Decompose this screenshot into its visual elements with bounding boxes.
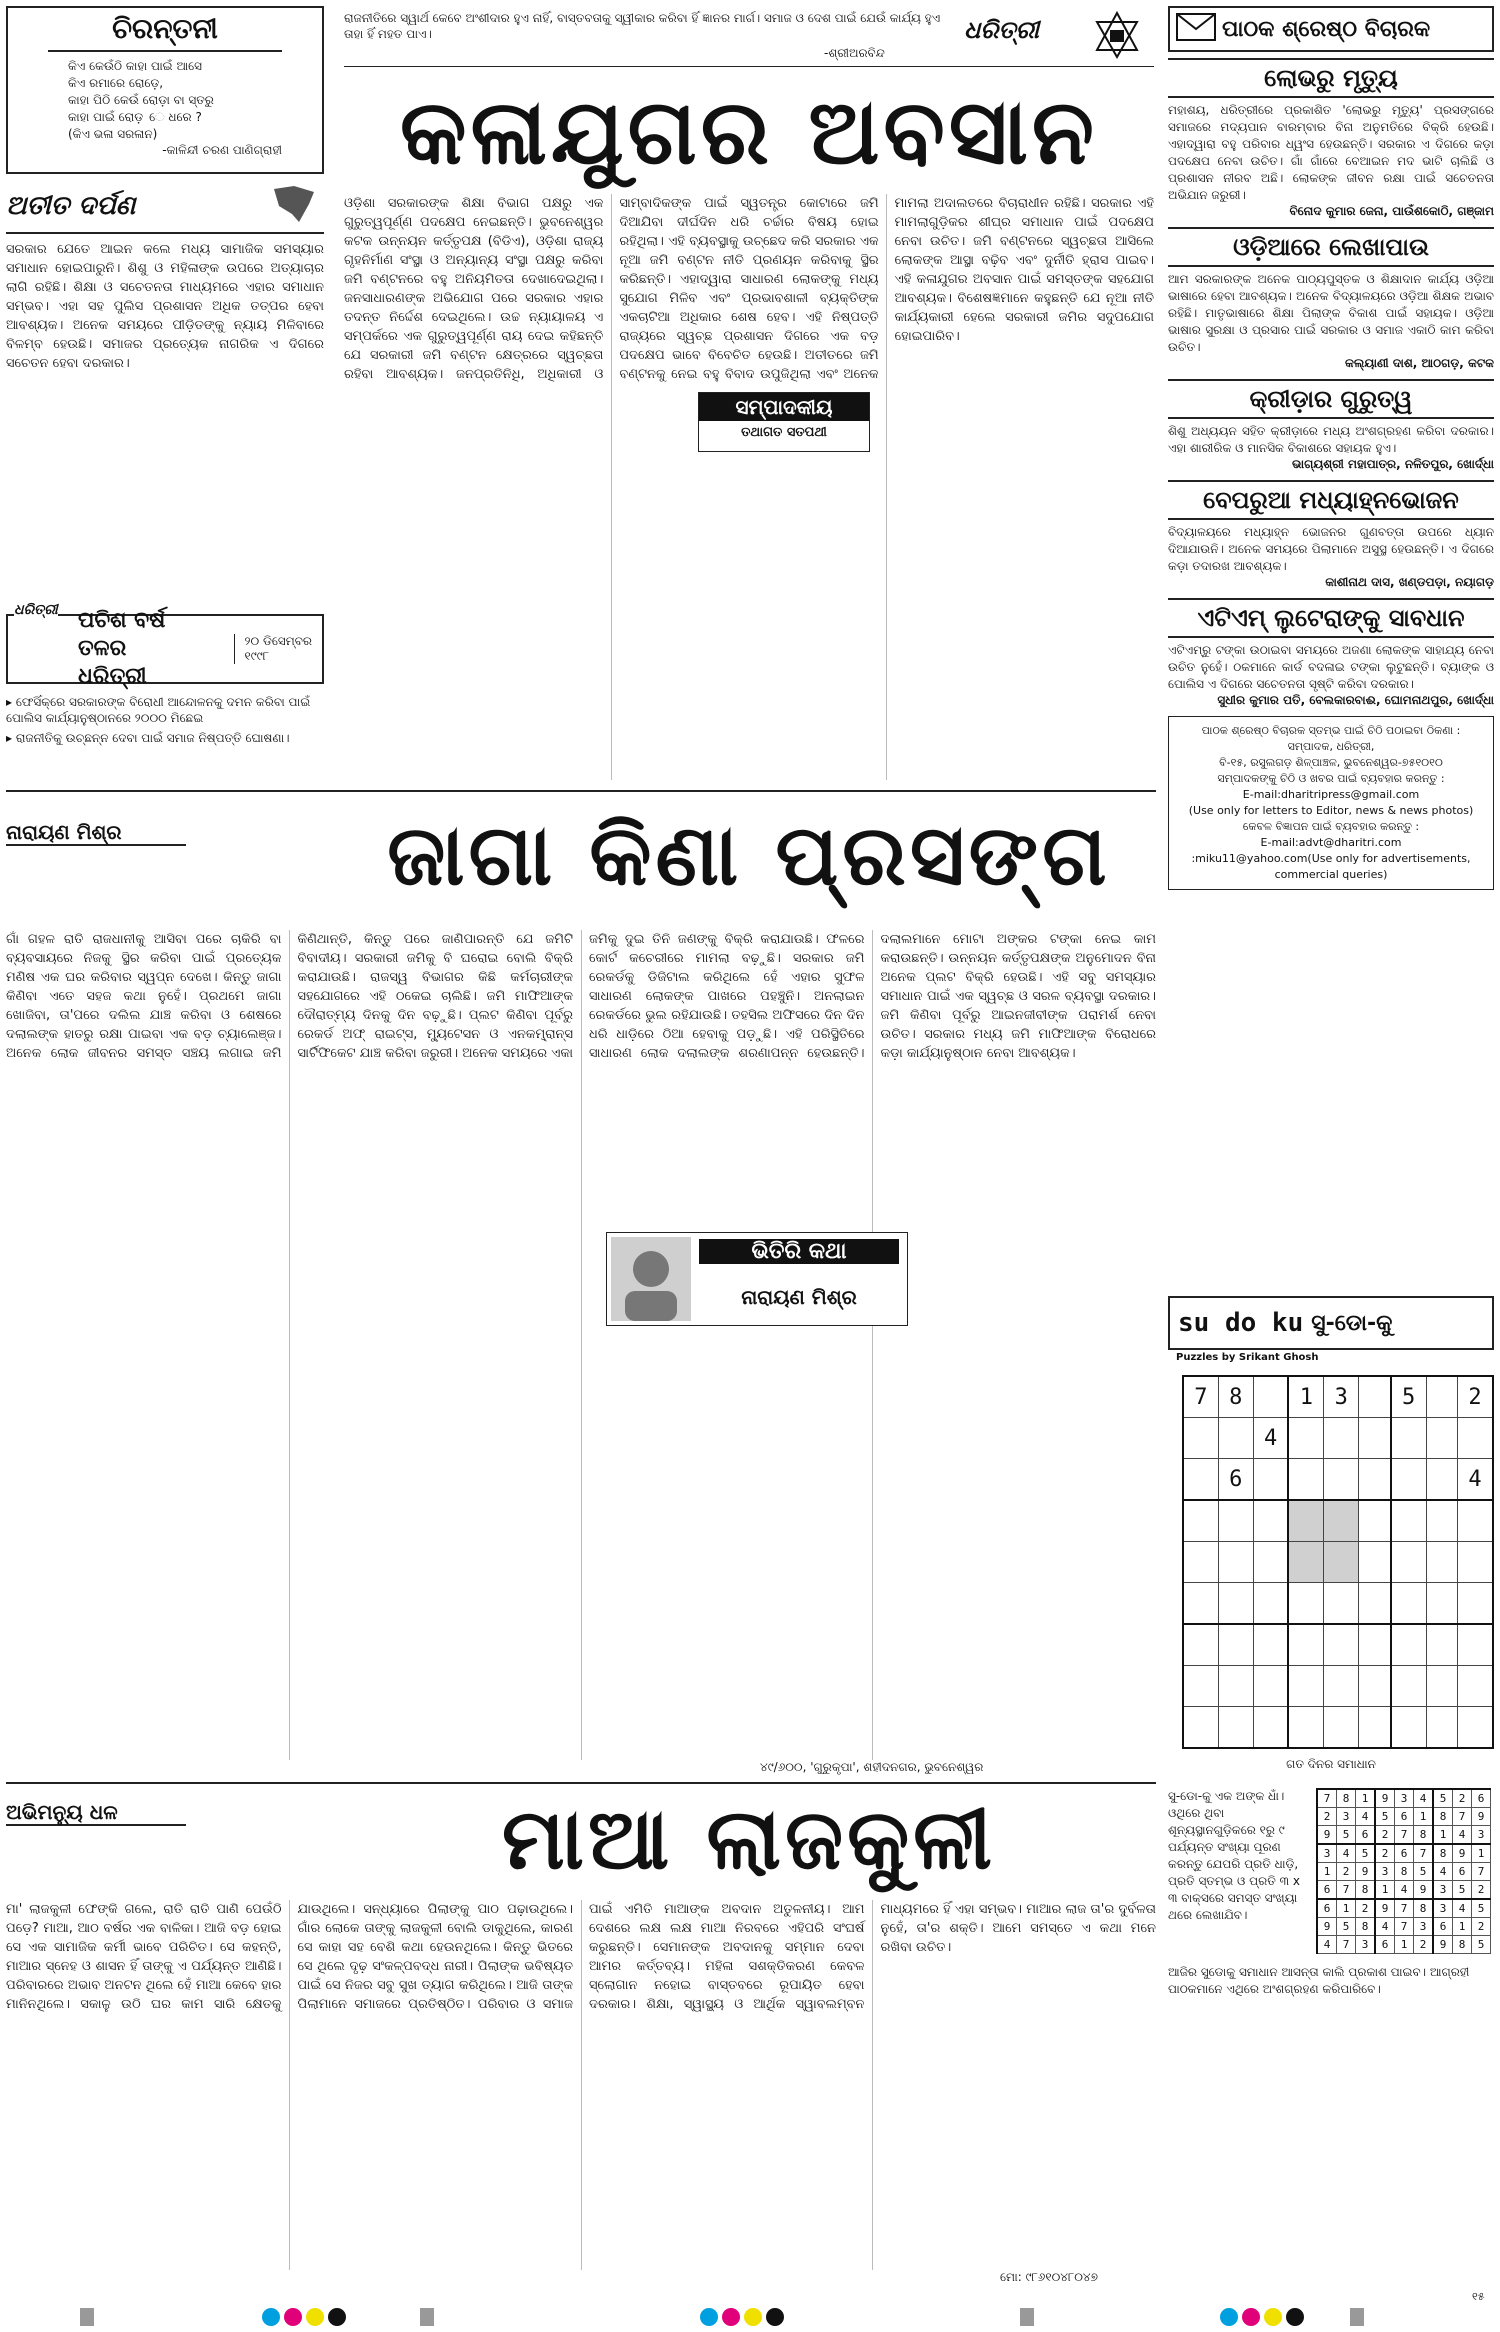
solution-cell: 8 xyxy=(1395,1863,1414,1881)
dharitri-small-logo: ଧରିତ୍ରୀ xyxy=(14,602,58,618)
sudoku-cell[interactable] xyxy=(1359,1707,1391,1749)
letter-title: ଓଡ଼ିଆରେ ଲେଖାପାଉ xyxy=(1168,227,1494,267)
envelope-icon xyxy=(1170,13,1222,45)
bhitiri-katha-box xyxy=(606,1232,908,1326)
sudoku-cell[interactable]: 8 xyxy=(1218,1376,1253,1418)
solution-cell: 3 xyxy=(1433,1899,1453,1918)
solution-cell: 9 xyxy=(1414,1881,1434,1900)
sudoku-cell[interactable] xyxy=(1218,1666,1253,1707)
solution-cell: 7 xyxy=(1395,1826,1414,1845)
letters-header: ପାଠକ ଶ୍ରେଷ୍ଠ ବିଚାରକ xyxy=(1168,6,1494,52)
solution-cell: 3 xyxy=(1375,1863,1395,1881)
solution-cell: 7 xyxy=(1395,1918,1414,1936)
solution-cell: 6 xyxy=(1395,1808,1414,1826)
solution-cell: 2 xyxy=(1375,1844,1395,1863)
sudoku-cell[interactable] xyxy=(1359,1542,1391,1583)
sudoku-cell[interactable] xyxy=(1359,1376,1391,1418)
solution-cell: 7 xyxy=(1337,1936,1356,1954)
sudoku-cell[interactable] xyxy=(1183,1583,1218,1625)
sudoku-cell[interactable] xyxy=(1426,1459,1458,1501)
sudoku-cell[interactable] xyxy=(1288,1500,1323,1542)
sudoku-cell[interactable]: 4 xyxy=(1458,1459,1493,1501)
solution-cell: 9 xyxy=(1375,1899,1395,1918)
author-photo xyxy=(611,1237,691,1321)
solution-cell: 4 xyxy=(1453,1826,1472,1845)
sudoku-cell[interactable] xyxy=(1288,1666,1323,1707)
solution-cell: 8 xyxy=(1433,1808,1453,1826)
sudoku-cell[interactable]: 7 xyxy=(1183,1376,1218,1418)
maaya-title: ମାଆ ଲାଜକୁଳୀ xyxy=(501,1790,997,1888)
solution-cell: 5 xyxy=(1337,1918,1356,1936)
column-title: ଭିତିରି କଥା xyxy=(699,1239,899,1264)
letter-body: ଏଟିଏମ୍ରୁ ଟଙ୍କା ଉଠାଇବା ସମୟରେ ଅଜଣା ଲୋକଙ୍କ ସାହାଯ୍ୟ ନେବା ଉଚିତ ନୁହେଁ। ଠକମାନେ କାର୍ଡ ବଦଳାଇ ଟଙ୍କା ଲୁଟୁଛନ୍ତି। ବ୍ୟାଙ୍କ ଓ ପୋଲିସ ଏ ଦିଗରେ ସଚେତନତା ସୃଷ୍ଟି କରିବା ଦରକାର। xyxy=(1168,643,1494,691)
ateeta-bullets xyxy=(6,694,324,746)
letter-title: ଲୋଭରୁ ମୃତ୍ୟୁ xyxy=(1168,58,1494,98)
solution-cell: 9 xyxy=(1433,1936,1453,1954)
edit-main-body: ଓଡ଼ିଶା ସରକାରଙ୍କ ଶିକ୍ଷା ବିଭାଗ ପକ୍ଷରୁ ଏକ ଗୁରୁତ୍ୱପୂର୍ଣ୍ଣ ପଦକ୍ଷେପ ନେଇଛନ୍ତି। ଭୁବନେଶ୍ୱର କଟକ ଉନ୍ନୟନ କର୍ତ୍ତୃପକ୍ଷ (ବିଡିଏ), ଓଡ଼ିଶା ରାଜ୍ୟ ଗୃହନିର୍ମାଣ ସଂସ୍ଥା ଓ ଅନ୍ୟାନ୍ୟ ସଂସ୍ଥା ପକ୍ଷରୁ କରିବା ଜମି ବଣ୍ଟନରେ ବହୁ ଅନିୟମିତତା ଦେଖାଦେଇଥିଲା। ଜନସାଧାରଣଙ୍କ ଅଭିଯୋଗ ପରେ ସରକାର ଏହାର ତଦନ୍ତ ନିର୍ଦ୍ଦେଶ ଦେଇଥିଲେ। ଉଚ୍ଚ ନ୍ୟାୟାଳୟ ଏ ସମ୍ପର୍କରେ ଏକ ଗୁରୁତ୍ୱପୂର୍ଣ୍ଣ ରାୟ ଦେଇ କହିଛନ୍ତି ଯେ ସରକାରୀ ଜମି ବଣ୍ଟନ କ୍ଷେତ୍ରରେ ସ୍ୱଚ୍ଛତା ରହିବା ଆବଶ୍ୟକ। ଜନପ୍ରତିନିଧି, ଅଧିକାରୀ ଓ ସାମ୍ବାଦିକଙ୍କ ପାଇଁ ସ୍ୱତନ୍ତ୍ର କୋଟାରେ ଜମି ଦିଆଯିବା ଦୀର୍ଘଦିନ ଧରି ଚର୍ଚ୍ଚାର ବିଷୟ ହୋଇ ରହିଥିଲା। ଏହି ବ୍ୟବସ୍ଥାକୁ ଉଚ୍ଛେଦ କରି ସରକାର ଏକ ନୂଆ ଜମି ବଣ୍ଟନ ନୀତି ପ୍ରଣୟନ କରିବାକୁ ସ୍ଥିର କରିଛନ୍ତି। ଏହାଦ୍ୱାରା ସାଧାରଣ ଲୋକଙ୍କୁ ମଧ୍ୟ ସୁଯୋଗ ମିଳିବ ଏବଂ ପ୍ରଭାବଶାଳୀ ବ୍ୟକ୍ତିଙ୍କ ଏକଚାଟିଆ ଅଧିକାର ଶେଷ ହେବ। ଏହି ନିଷ୍ପତ୍ତି ରାଜ୍ୟରେ ସ୍ୱଚ୍ଛ ପ୍ରଶାସନ ଦିଗରେ ଏକ ବଡ଼ ପଦକ୍ଷେପ ଭାବେ ବିବେଚିତ ହେଉଛି। ଅତୀତରେ ଜମି ବଣ୍ଟନକୁ ନେଇ ବହୁ ବିବାଦ ଉପୁଜିଥିଲା ଏବଂ ଅନେକ ମାମଲା ଅଦାଲତରେ ବିଚାରାଧୀନ ରହିଛି। ସରକାର ଏହି ମାମଲାଗୁଡ଼ିକର ଶୀଘ୍ର ସମାଧାନ ପାଇଁ ପଦକ୍ଷେପ ନେବା ଉଚିତ। ଜମି ବଣ୍ଟନରେ ସ୍ୱଚ୍ଛତା ଆସିଲେ ଲୋକଙ୍କ ଆସ୍ଥା ବଢ଼ିବ ଏବଂ ଦୁର୍ନୀତି ହ୍ରାସ ପାଇବ। ଏହି କଳାଯୁଗର ଅବସାନ ପାଇଁ ସମସ୍ତଙ୍କ ସହଯୋଗ ଆବଶ୍ୟକ। ବିଶେଷଜ୍ଞମାନେ କହୁଛନ୍ତି ଯେ ନୂଆ ନୀତି କାର୍ଯ୍ୟକାରୀ ହେଲେ ସରକାରୀ ଜମିର ସଦୁପଯୋଗ ହୋଇପାରିବ। xyxy=(344,196,1154,382)
sudoku-cell[interactable] xyxy=(1324,1624,1359,1666)
sudoku-cell[interactable] xyxy=(1426,1707,1458,1749)
sudoku-cell[interactable] xyxy=(1218,1542,1253,1583)
sudoku-cell[interactable] xyxy=(1324,1418,1359,1459)
sudoku-cell[interactable] xyxy=(1183,1666,1218,1707)
solution-cell: 8 xyxy=(1414,1899,1434,1918)
solution-cell: 4 xyxy=(1317,1936,1337,1954)
solution-cell: 1 xyxy=(1356,1789,1376,1808)
sudoku-section xyxy=(1168,1296,1494,2286)
letters-column xyxy=(1168,6,1494,1286)
solution-cell: 6 xyxy=(1453,1863,1472,1881)
sudoku-cell[interactable] xyxy=(1324,1542,1359,1583)
india-map-icon xyxy=(264,184,324,228)
sudoku-footer: ଆଜିର ସୁଡୋକୁ ସମାଧାନ ଆସନ୍ତା କାଲି ପ୍ରକାଶ ପାଇବ। ଆଗ୍ରହୀ ପାଠକମାନେ ଏଥିରେ ଅଂଶଗ୍ରହଣ କରିପାରିବେ। xyxy=(1168,1965,1470,1996)
jaga-author-top: ନାରାୟଣ ମିଶ୍ର xyxy=(6,820,186,846)
sampadak-name: ତଥାଗତ ସତପଥୀ xyxy=(741,425,827,440)
cmyk-marks xyxy=(262,2308,350,2330)
masthead-quote: ରାଜନୀତିରେ ସ୍ୱାର୍ଥ କେବେ ଅଂଶୀଦାର ହୁଏ ନାହିଁ, ବାସ୍ତବତାକୁ ସ୍ୱୀକାର କରିବା ହିଁ ଜ୍ଞାନର ମାର୍ଗ। ସମାଜ ଓ ଦେଶ ପାଇଁ ଯେଉଁ କାର୍ଯ୍ୟ ହୁଏ ତାହା ହିଁ ମହତ ପାଏ। xyxy=(344,11,941,41)
sudoku-cell[interactable] xyxy=(1391,1583,1426,1625)
chirantani-box xyxy=(6,6,324,174)
solution-cell: 6 xyxy=(1356,1826,1376,1845)
sudoku-cell[interactable]: 2 xyxy=(1458,1376,1493,1418)
sudoku-cell[interactable] xyxy=(1458,1542,1493,1583)
divider-1 xyxy=(6,790,1156,792)
sudoku-cell[interactable] xyxy=(1218,1624,1253,1666)
maaya-phone: ମୋ: ୯୮୬୧୦୪୮୦୪୭ xyxy=(1000,2270,1098,2284)
solution-cell: 7 xyxy=(1395,1899,1414,1918)
sudoku-cell[interactable] xyxy=(1359,1418,1391,1459)
page-number: ୧୫ xyxy=(1472,2290,1485,2303)
solution-cell: 9 xyxy=(1317,1918,1337,1936)
solution-cell: 5 xyxy=(1453,1881,1472,1900)
sudoku-cell[interactable] xyxy=(1426,1500,1458,1542)
letter-title: ଏଟିଏମ୍ ଲୁଟେରାଙ୍କୁ ସାବଧାନ xyxy=(1168,598,1494,638)
solution-cell: 6 xyxy=(1472,1789,1491,1808)
letter-author: ବିନୋଦ କୁମାର ଜେନା, ପାଉଁଶକୋଠି, ଗଞ୍ଜାମ xyxy=(1289,204,1494,218)
solution-cell: 6 xyxy=(1395,1844,1414,1863)
solution-cell: 1 xyxy=(1472,1844,1491,1863)
sudoku-credit: Puzzles by Srikant Ghosh xyxy=(1176,1352,1319,1363)
solution-cell: 3 xyxy=(1317,1844,1337,1863)
sudoku-cell[interactable] xyxy=(1218,1418,1253,1459)
masthead-logo: ଧରିତ୍ରୀ xyxy=(964,16,1039,44)
ateeta-title: ଅତୀତ ଦର୍ପଣ xyxy=(6,184,324,234)
sudoku-cell[interactable] xyxy=(1288,1583,1323,1625)
solution-cell: 5 xyxy=(1472,1936,1491,1954)
sudoku-cell[interactable] xyxy=(1391,1542,1426,1583)
sudoku-cell[interactable] xyxy=(1218,1583,1253,1625)
cmyk-marks xyxy=(1220,2308,1308,2330)
sudoku-header xyxy=(1168,1296,1494,1350)
solution-cell: 5 xyxy=(1375,1808,1395,1826)
sudoku-cell[interactable] xyxy=(1458,1666,1493,1707)
letters-contact: ପାଠକ ଶ୍ରେଷ୍ଠ ବିଚାରକ ସ୍ତମ୍ଭ ପାଇଁ ଚିଠି ପଠାଇବା ଠିକଣା : ସମ୍ପାଦକ, ଧରିତ୍ରୀ, ବି-୧୫, ରସୁଲଗଡ଼ ଶିଳ୍ପାଞ୍ଚଳ, ଭୁବନେଶ୍ୱର-୭୫୧୦୧୦ ସମ୍ପାଦକଙ୍କୁ ଚିଠି ଓ ଖବର ପାଇଁ ବ୍ୟବହାର କରନ୍ତୁ : E-mail:dharitripress@gmail.com (Use only for letters to Editor, news & news photos) କେବଳ ବିଜ୍ଞାପନ ପାଇଁ ବ୍ୟବହାର କରନ୍ତୁ : E-mail:advt@dharitri.com :miku11@yahoo.com(Use only for advertisements, commercial queries) xyxy=(1168,716,1494,890)
solution-cell: 3 xyxy=(1433,1881,1453,1900)
sudoku-cell[interactable] xyxy=(1183,1459,1218,1501)
ateeta-boxed: ଧରିତ୍ରୀ ପଚିଶ ବର୍ଷ ତଳର ଧରିତ୍ରୀ ୨୦ ଡିସେମ୍ବର ୧୯୯୮ xyxy=(6,614,324,684)
solution-cell: 8 xyxy=(1453,1936,1472,1954)
letter-author: କାଶୀନାଥ ଦାସ, ଖଣ୍ଡପଡ଼ା, ନୟାଗଡ଼ xyxy=(1325,575,1494,589)
solution-cell: 5 xyxy=(1337,1826,1356,1845)
sudoku-cell[interactable] xyxy=(1183,1418,1218,1459)
sudoku-cell[interactable] xyxy=(1324,1583,1359,1625)
solution-cell: 6 xyxy=(1317,1881,1337,1900)
sudoku-cell[interactable]: 1 xyxy=(1288,1376,1323,1418)
sudoku-cell[interactable] xyxy=(1426,1418,1458,1459)
sudoku-cell[interactable] xyxy=(1253,1459,1288,1501)
solution-cell: 5 xyxy=(1433,1789,1453,1808)
solution-cell: 5 xyxy=(1414,1863,1434,1881)
solution-cell: 7 xyxy=(1472,1863,1491,1881)
letters-list xyxy=(1168,58,1494,708)
sudoku-cell[interactable] xyxy=(1253,1542,1288,1583)
solution-cell: 2 xyxy=(1414,1936,1434,1954)
letter-title: ବେପରୁଆ ମଧ୍ୟାହ୍ନଭୋଜନ xyxy=(1168,480,1494,520)
solution-cell: 1 xyxy=(1317,1863,1337,1881)
letter-title: କ୍ରୀଡ଼ାର ଗୁରୁତ୍ୱ xyxy=(1168,379,1494,419)
sudoku-cell[interactable] xyxy=(1253,1500,1288,1542)
solution-cell: 7 xyxy=(1317,1789,1337,1808)
solution-cell: 4 xyxy=(1375,1918,1395,1936)
gray-mark xyxy=(1350,2308,1368,2330)
list-item: ▸ ଫେସିଁକ୍ରେ ସରକାରଙ୍କ ବିରୋଧୀ ଆନ୍ଦୋଳନକୁ ଦମନ କରିବା ପାଇଁ ପୋଲିସ କାର୍ଯ୍ୟାନୁଷ୍ଠାନରେ ୨୦୦୦ ମିଛେଇ xyxy=(6,695,311,725)
solution-cell: 1 xyxy=(1375,1881,1395,1900)
sudoku-cell[interactable] xyxy=(1458,1624,1493,1666)
sudoku-cell[interactable] xyxy=(1458,1707,1493,1749)
letter-author: ଭାଗ୍ୟଶ୍ରୀ ମହାପାତ୍ର, ନଳିତପୁର, ଖୋର୍ଦ୍ଧା xyxy=(1291,457,1494,471)
cmyk-marks xyxy=(700,2308,788,2330)
column-author: ନାରାୟଣ ମିଶ୍ର xyxy=(741,1285,857,1309)
sudoku-cell[interactable] xyxy=(1253,1707,1288,1749)
sudoku-cell[interactable] xyxy=(1324,1666,1359,1707)
quote-author: -ଶ୍ରୀଅରବିନ୍ଦ xyxy=(824,46,885,60)
letter-author: କଲ୍ୟାଣୀ ଦାଶ, ଆଠଗଡ଼, କଟକ xyxy=(1345,356,1494,370)
sudoku-cell[interactable] xyxy=(1426,1376,1458,1418)
sudoku-cell[interactable] xyxy=(1426,1624,1458,1666)
letter-item xyxy=(1168,379,1494,472)
solution-cell: 2 xyxy=(1472,1918,1491,1936)
sudoku-cell[interactable]: 4 xyxy=(1253,1418,1288,1459)
solution-cell: 2 xyxy=(1453,1789,1472,1808)
solution-cell: 4 xyxy=(1356,1808,1376,1826)
gray-mark xyxy=(420,2308,438,2330)
solution-cell: 9 xyxy=(1453,1844,1472,1863)
letter-body: ଶିଶୁ ଅଧ୍ୟୟନ ସହିତ କ୍ରୀଡ଼ାରେ ମଧ୍ୟ ଅଂଶଗ୍ରହଣ କରିବା ଦରକାର। ଏହା ଶାରୀରିକ ଓ ମାନସିକ ବିକାଶରେ ସହାୟକ ହୁଏ। xyxy=(1168,424,1494,455)
letter-item xyxy=(1168,227,1494,371)
solution-cell: 2 xyxy=(1356,1899,1376,1918)
solution-cell: 8 xyxy=(1414,1826,1434,1845)
chirantani-text: କିଏ କେଉଁଠି କାହା ପାଇଁ ଆସେ କିଏ ରମାରେ ରୋଡ଼େ, କାହା ପିଠି କେଉଁ ରୋଡ଼ା ବା ସ୍ତରୁ କାହା ପାଇଁ ରୋଡ଼ େ ଧରେ ? (କିଏ ଭଳା ସରଳାନ) xyxy=(68,59,214,141)
sudoku-title-od: ସୁ-ଡୋ-କୁ xyxy=(1311,1310,1393,1336)
solution-cell: 7 xyxy=(1453,1808,1472,1826)
letter-author: ସୁଧୀର କୁମାର ପତି, ବେଲକାରବାଈ, ଘୋମନାଥପୁର, ଖୋର୍ଦ୍ଧା xyxy=(1217,693,1494,707)
list-item: ▸ ରାଜନୀତିକୁ ଉଚ୍ଛନ୍ନ ଦେବା ପାଇଁ ସମାଜ ନିଷ୍ପତ୍ତି ଘୋଷଣା। xyxy=(6,731,290,745)
solution-cell: 1 xyxy=(1453,1918,1472,1936)
jaga-title: ଜାଗା କିଣା ପ୍ରସଙ୍ଗ xyxy=(387,806,1111,904)
sudoku-cell[interactable] xyxy=(1391,1624,1426,1666)
sudoku-cell[interactable] xyxy=(1458,1500,1493,1542)
sudoku-cell[interactable]: 5 xyxy=(1391,1376,1426,1418)
letter-body: ମହାଶୟ, ଧରିତ୍ରୀରେ ପ୍ରକାଶିତ 'ଲୋଭରୁ ମୃତ୍ୟୁ' ପ୍ରସଙ୍ଗରେ ସମାଜରେ ମଦ୍ୟପାନ ବାରମ୍ବାର ବିନା ଅନୁମତିରେ ବିକ୍ରି ହେଉଛି। ଏହାଦ୍ୱାରା ବହୁ ପରିବାର ଧ୍ୱଂସ ହେଉଛନ୍ତି। ସରକାର ଏ ଦିଗରେ କଡ଼ା ପଦକ୍ଷେପ ନେବା ଉଚିତ। ଗାଁ ଗାଁରେ ବେଆଇନ ମଦ ଭାଟି ଚାଲିଛି ଓ ପ୍ରଶାସନ ନୀରବ ଅଛି। ଲୋକଙ୍କ ଜୀବନ ରକ୍ଷା ପାଇଁ ସଚେତନତା ଅଭିଯାନ ଜରୁରୀ। xyxy=(1168,103,1494,202)
sudoku-cell[interactable] xyxy=(1391,1707,1426,1749)
solution-cell: 1 xyxy=(1414,1808,1434,1826)
solution-cell: 1 xyxy=(1395,1936,1414,1954)
sudoku-cell[interactable] xyxy=(1253,1666,1288,1707)
jaga-address: ୪୯/୬୦୦, 'ଗୁରୁକୃପା', ଶହୀଦନଗର, ଭୁବନେଶ୍ୱର xyxy=(760,1760,984,1774)
solution-cell: 3 xyxy=(1472,1826,1491,1845)
sampadakiya-label: ସମ୍ପାଦକୀୟ xyxy=(699,393,869,421)
sudoku-grid[interactable] xyxy=(1182,1375,1494,1749)
solution-cell: 4 xyxy=(1433,1863,1453,1881)
sampadakiya-box xyxy=(698,392,870,452)
sudoku-cell[interactable] xyxy=(1359,1500,1391,1542)
sudoku-cell[interactable] xyxy=(1391,1500,1426,1542)
letter-item xyxy=(1168,480,1494,590)
sudoku-cell[interactable] xyxy=(1324,1707,1359,1749)
solution-cell: 4 xyxy=(1337,1844,1356,1863)
solution-cell: 6 xyxy=(1375,1936,1395,1954)
sudoku-cell[interactable] xyxy=(1426,1583,1458,1625)
solution-cell: 4 xyxy=(1453,1899,1472,1918)
sudoku-cell[interactable] xyxy=(1359,1459,1391,1501)
sudoku-cell[interactable]: 3 xyxy=(1324,1376,1359,1418)
letter-item xyxy=(1168,58,1494,219)
solution-cell: 8 xyxy=(1356,1918,1376,1936)
letter-body: ଆମ ସରକାରଙ୍କ ଅନେକ ପାଠ୍ୟପୁସ୍ତକ ଓ ଶିକ୍ଷାଦାନ କାର୍ଯ୍ୟ ଓଡ଼ିଆ ଭାଷାରେ ହେବା ଆବଶ୍ୟକ। ଅନେକ ବିଦ୍ୟାଳୟରେ ଓଡ଼ିଆ ଶିକ୍ଷକ ଅଭାବ ରହିଛି। ମାତୃଭାଷାରେ ଶିକ୍ଷା ପିଲାଙ୍କ ବିକାଶ ପାଇଁ ସହାୟକ। ଓଡ଼ିଆ ଭାଷାର ସୁରକ୍ଷା ଓ ପ୍ରସାର ପାଇଁ ସରକାର ଓ ସମାଜ ଏକାଠି କାମ କରିବା ଉଚିତ। xyxy=(1168,272,1494,354)
solution-cell: 7 xyxy=(1337,1881,1356,1900)
sudoku-cell[interactable] xyxy=(1359,1583,1391,1625)
solution-cell: 2 xyxy=(1337,1863,1356,1881)
solution-cell: 2 xyxy=(1472,1881,1491,1900)
sudoku-cell[interactable] xyxy=(1359,1624,1391,1666)
sudoku-cell[interactable] xyxy=(1288,1418,1323,1459)
sudoku-solution-grid xyxy=(1316,1788,1491,1954)
sudoku-cell[interactable] xyxy=(1458,1583,1493,1625)
sudoku-instructions: ସୁ-ଡୋ-କୁ ଏକ ଅଙ୍କ ଧାଁ। ଓଥିରେ ଥିବା ଶୂନ୍ୟସ୍ଥାନଗୁଡ଼ିକରେ ୧ରୁ ୯ ପର୍ଯ୍ୟନ୍ତ ସଂଖ୍ୟା ପୂରଣ କରନ୍ତୁ ଯେପରି ପ୍ରତି ଧାଡ଼ି, ପ୍ରତି ସ୍ତମ୍ଭ ଓ ପ୍ରତି ୩ x ୩ ବାକ୍ସରେ ସମସ୍ତ ସଂଖ୍ୟା ଥରେ ଲେଖାଯିବ। xyxy=(1168,1789,1300,1922)
sudoku-cell[interactable] xyxy=(1183,1500,1218,1542)
sudoku-cell[interactable] xyxy=(1218,1707,1253,1749)
sudoku-lower xyxy=(1168,1788,1494,1954)
solution-cell: 9 xyxy=(1356,1863,1376,1881)
solution-cell: 8 xyxy=(1337,1789,1356,1808)
sudoku-cell[interactable] xyxy=(1391,1666,1426,1707)
chirantani-title: ଚିରନ୍ତନୀ xyxy=(48,8,282,52)
sudoku-cell[interactable] xyxy=(1391,1418,1426,1459)
sudoku-cell[interactable]: 6 xyxy=(1218,1459,1253,1501)
solution-cell: 9 xyxy=(1375,1789,1395,1808)
solution-cell: 5 xyxy=(1356,1844,1376,1863)
solution-cell: 2 xyxy=(1375,1826,1395,1845)
sudoku-cell[interactable] xyxy=(1183,1542,1218,1583)
jaga-body: ଗାଁ ଗହଳ ରାତି ରାଜଧାନୀକୁ ଆସିବା ପରେ ଚାକିରି ବା ବ୍ୟବସାୟରେ ନିଜକୁ ସ୍ଥିର କରିବା ପାଇଁ ପ୍ରତ୍ୟେକ ମଣିଷ ଏକ ଘର କରିବାର ସ୍ୱପ୍ନ ଦେଖେ। କିନ୍ତୁ ଜାଗା କିଣିବା ଏତେ ସହଜ କଥା ନୁହେଁ। ପ୍ରଥମେ ଜାଗା ଖୋଜିବା, ତା'ପରେ ଦଲିଲ ଯାଞ୍ଚ କରିବା ଓ ଶେଷରେ ଦଲାଲଙ୍କ ହାତରୁ ରକ୍ଷା ପାଇବା ଏକ ବଡ଼ ଚ୍ୟାଲେଞ୍ଜ। ଅନେକ ଲୋକ ଜୀବନର ସମସ୍ତ ସଞ୍ଚୟ ଲଗାଇ ଜମି କିଣିଥାନ୍ତି, କିନ୍ତୁ ପରେ ଜାଣିପାରନ୍ତି ଯେ ଜମିଟି ବିବାଦୀୟ। ସରକାରୀ ଜମିକୁ ବି ଘରୋଇ ବୋଲି ବିକ୍ରି କରାଯାଉଛି। ରାଜସ୍ୱ ବିଭାଗର କିଛି କର୍ମଚାରୀଙ୍କ ସହଯୋଗରେ ଏହି ଠକେଇ ଚାଲିଛି। ଜମି ମାଫିଆଙ୍କ ଦୌରାତ୍ମ୍ୟ ଦିନକୁ ଦିନ ବଢ଼ୁଛି। ପ୍ଲଟ କିଣିବା ପୂର୍ବରୁ ରେକର୍ଡ ଅଫ୍ ରାଇଟ୍ସ, ମ୍ୟୁଟେସନ ଓ ଏନକମ୍ବ୍ରାନ୍ସ ସାର୍ଟିଫିକେଟ ଯାଞ୍ଚ କରିବା ଜରୁରୀ। ଅନେକ ସମୟରେ ଏକା ଜମିକୁ ଦୁଇ ତିନି ଜଣଙ୍କୁ ବିକ୍ରି କରାଯାଉଛି। ଫଳରେ କୋର୍ଟ କଚେରୀରେ ମାମଲା ବଢ଼ୁଛି। ସରକାର ଜମି ରେକର୍ଡକୁ ଡିଜିଟାଲ କରିଥିଲେ ହେଁ ଏହାର ସୁଫଳ ସାଧାରଣ ଲୋକଙ୍କ ପାଖରେ ପହଞ୍ଚୁନି। ଅନଲାଇନ ରେକର୍ଡରେ ଭୁଲ ରହିଯାଉଛି। ତହସିଲ ଅଫିସରେ ଦିନ ଦିନ ଧରି ଧାଡ଼ିରେ ଠିଆ ହେବାକୁ ପଡ଼ୁଛି। ଏହି ପରିସ୍ଥିତିରେ ସାଧାରଣ ଲୋକ ଦଲାଲଙ୍କ ଶରଣାପନ୍ନ ହେଉଛନ୍ତି। ଦଲାଲମାନେ ମୋଟା ଅଙ୍କର ଟଙ୍କା ନେଇ କାମ କରାଉଛନ୍ତି। ଉନ୍ନୟନ କର୍ତ୍ତୃପକ୍ଷଙ୍କ ଅନୁମୋଦନ ବିନା ଅନେକ ପ୍ଲଟ ବିକ୍ରି ହେଉଛି। ଏହି ସବୁ ସମସ୍ୟାର ସମାଧାନ ପାଇଁ ଏକ ସ୍ୱଚ୍ଛ ଓ ସରଳ ବ୍ୟବସ୍ଥା ଦରକାର। ଜମି କିଣିବା ପୂର୍ବରୁ ଆଇନଜୀବୀଙ୍କ ପରାମର୍ଶ ନେବା ଉଚିତ। ସରକାର ମଧ୍ୟ ଜମି ମାଫିଆଙ୍କ ବିରୋଧରେ କଡ଼ା କାର୍ଯ୍ୟାନୁଷ୍ଠାନ ନେବା ଆବଶ୍ୟକ। xyxy=(6,932,1156,1061)
gray-mark xyxy=(80,2308,98,2330)
solution-cell: 4 xyxy=(1414,1789,1434,1808)
solution-cell: 6 xyxy=(1433,1918,1453,1936)
solution-cell: 5 xyxy=(1472,1899,1491,1918)
sudoku-cell[interactable] xyxy=(1324,1500,1359,1542)
solution-cell: 3 xyxy=(1395,1789,1414,1808)
edit-main-title: କଳାଯୁଗର ଅବସାନ xyxy=(400,80,1098,185)
chirantani-author: -କାଳିନ୍ଦୀ ଚରଣ ପାଣିଗ୍ରାହୀ xyxy=(162,143,282,157)
sudoku-cell[interactable] xyxy=(1253,1583,1288,1625)
star-emblem-icon xyxy=(1092,10,1142,60)
sudoku-cell[interactable] xyxy=(1183,1624,1218,1666)
sudoku-grid-wrap xyxy=(1182,1375,1494,1749)
sudoku-prev-label: ଗତ ଦିନର ସମାଧାନ xyxy=(1286,1757,1376,1771)
solution-cell: 4 xyxy=(1395,1881,1414,1900)
solution-cell: 1 xyxy=(1433,1826,1453,1845)
sudoku-cell[interactable] xyxy=(1288,1542,1323,1583)
solution-cell: 8 xyxy=(1433,1844,1453,1863)
solution-cell: 9 xyxy=(1317,1826,1337,1845)
letter-item xyxy=(1168,598,1494,708)
sudoku-cell[interactable] xyxy=(1426,1542,1458,1583)
ateeta-body: ସରକାର ଯେତେ ଆଇନ କଲେ ମଧ୍ୟ ସାମାଜିକ ସମସ୍ୟାର ସମାଧାନ ହୋଇପାରୁନି। ଶିଶୁ ଓ ମହିଳାଙ୍କ ଉପରେ ଅତ୍ୟାଚାର ଲାଗି ରହିଛି। ଶିକ୍ଷା ଓ ସଚେତନତା ମାଧ୍ୟମରେ ଏହାର ସମାଧାନ ସମ୍ଭବ। ଏହା ସହ ପୁଲିସ ପ୍ରଶାସନ ଅଧିକ ତତ୍ପର ହେବା ଆବଶ୍ୟକ। ଅନେକ ସମୟରେ ପୀଡ଼ିତଙ୍କୁ ନ୍ୟାୟ ମିଳିବାରେ ବିଳମ୍ବ ହେଉଛି। ସମାଜର ପ୍ରତ୍ୟେକ ନାଗରିକ ଏ ଦିଗରେ ସଚେତନ ହେବା ଦରକାର। xyxy=(6,242,324,371)
solution-cell: 1 xyxy=(1337,1899,1356,1918)
sudoku-cell[interactable] xyxy=(1183,1707,1218,1749)
solution-cell: 3 xyxy=(1337,1808,1356,1826)
sudoku-cell[interactable] xyxy=(1288,1624,1323,1666)
sudoku-cell[interactable] xyxy=(1359,1666,1391,1707)
solution-cell: 8 xyxy=(1356,1881,1376,1900)
sudoku-cell[interactable] xyxy=(1426,1666,1458,1707)
solution-cell: 6 xyxy=(1317,1899,1337,1918)
solution-cell: 7 xyxy=(1414,1844,1434,1863)
solution-cell: 9 xyxy=(1472,1808,1491,1826)
sudoku-cell[interactable] xyxy=(1324,1459,1359,1501)
sudoku-cell[interactable] xyxy=(1253,1624,1288,1666)
letter-body: ବିଦ୍ୟାଳୟରେ ମଧ୍ୟାହ୍ନ ଭୋଜନର ଗୁଣବତ୍ତା ଉପରେ ଧ୍ୟାନ ଦିଆଯାଉନି। ଅନେକ ସମୟରେ ପିଲାମାନେ ଅସୁସ୍ଥ ହେଉଛନ୍ତି। ଏ ଦିଗରେ କଡ଼ା ତଦାରଖ ଆବଶ୍ୟକ। xyxy=(1168,525,1494,573)
maaya-author-top: ଅଭିମନ୍ୟୁ ଧଳ xyxy=(6,1800,186,1826)
maaya-body: ମା' ଲାଜକୁଳୀ ଫେଙ୍କି ଗଲେ, ରାତି ରାତି ପାଣି ପେଉଁଠି ପଡ଼େ? ମାଆ, ଆଠ ବର୍ଷର ଏକ ବାଳିକା। ଆଜି ବଡ଼ ହୋଇ ସେ ଏକ ସାମାଜିକ କର୍ମୀ ଭାବେ ପରିଚିତ। ସେ କହନ୍ତି, ମାଆର ସ୍ନେହ ଓ ଶାସନ ହିଁ ତାଙ୍କୁ ଏ ପର୍ଯ୍ୟନ୍ତ ଆଣିଛି। ପରିବାରରେ ଅଭାବ ଅନଟନ ଥିଲେ ହେଁ ମାଆ କେବେ ହାର ମାନିନଥିଲେ। ସକାଳୁ ଉଠି ଘର କାମ ସାରି କ୍ଷେତକୁ ଯାଉଥିଲେ। ସନ୍ଧ୍ୟାରେ ପିଲାଙ୍କୁ ପାଠ ପଢ଼ାଉଥିଲେ। ଗାଁର ଲୋକେ ତାଙ୍କୁ ଲାଜକୁଳୀ ବୋଲି ଡାକୁଥିଲେ, କାରଣ ସେ କାହା ସହ ବେଶି କଥା ହେଉନଥିଲେ। କିନ୍ତୁ ଭିତରେ ସେ ଥିଲେ ଦୃଢ଼ ସଂକଳ୍ପବଦ୍ଧ ନାରୀ। ପିଲାଙ୍କ ଭବିଷ୍ୟତ ପାଇଁ ସେ ନିଜର ସବୁ ସୁଖ ତ୍ୟାଗ କରିଥିଲେ। ଆଜି ତାଙ୍କ ପିଲାମାନେ ସମାଜରେ ପ୍ରତିଷ୍ଠିତ। ପରିବାର ଓ ସମାଜ ପାଇଁ ଏମିତି ମାଆଙ୍କ ଅବଦାନ ଅତୁଳନୀୟ। ଆମ ଦେଶରେ ଲକ୍ଷ ଲକ୍ଷ ମାଆ ନିରବରେ ଏହିପରି ସଂଘର୍ଷ କରୁଛନ୍ତି। ସେମାନଙ୍କ ଅବଦାନକୁ ସମ୍ମାନ ଦେବା ଆମର କର୍ତ୍ତବ୍ୟ। ମହିଳା ସଶକ୍ତିକରଣ କେବଳ ସ୍ଲୋଗାନ ନହୋଇ ବାସ୍ତବରେ ରୂପାୟିତ ହେବା ଦରକାର। ଶିକ୍ଷା, ସ୍ୱାସ୍ଥ୍ୟ ଓ ଆର୍ଥିକ ସ୍ୱାବଲମ୍ବନ ମାଧ୍ୟମରେ ହିଁ ଏହା ସମ୍ଭବ। ମାଆର ଲାଜ ତା'ର ଦୁର୍ବଳତା ନୁହେଁ, ତା'ର ଶକ୍ତି। ଆମେ ସମସ୍ତେ ଏ କଥା ମନେ ରଖିବା ଉଚିତ। xyxy=(6,1902,1156,2012)
quote-strip xyxy=(344,6,1154,67)
footer-marks xyxy=(0,2306,1500,2330)
sudoku-cell[interactable] xyxy=(1288,1707,1323,1749)
solution-cell: 2 xyxy=(1317,1808,1337,1826)
sudoku-cell[interactable] xyxy=(1218,1500,1253,1542)
sudoku-title-en: su do ku xyxy=(1178,1308,1304,1338)
solution-cell: 3 xyxy=(1356,1936,1376,1954)
gray-mark xyxy=(1020,2308,1038,2330)
sudoku-cell[interactable] xyxy=(1288,1459,1323,1501)
sudoku-cell[interactable] xyxy=(1458,1418,1493,1459)
sudoku-cell[interactable] xyxy=(1391,1459,1426,1501)
solution-cell: 3 xyxy=(1414,1918,1434,1936)
ateeta-section xyxy=(6,184,324,784)
sudoku-cell[interactable] xyxy=(1253,1376,1288,1418)
